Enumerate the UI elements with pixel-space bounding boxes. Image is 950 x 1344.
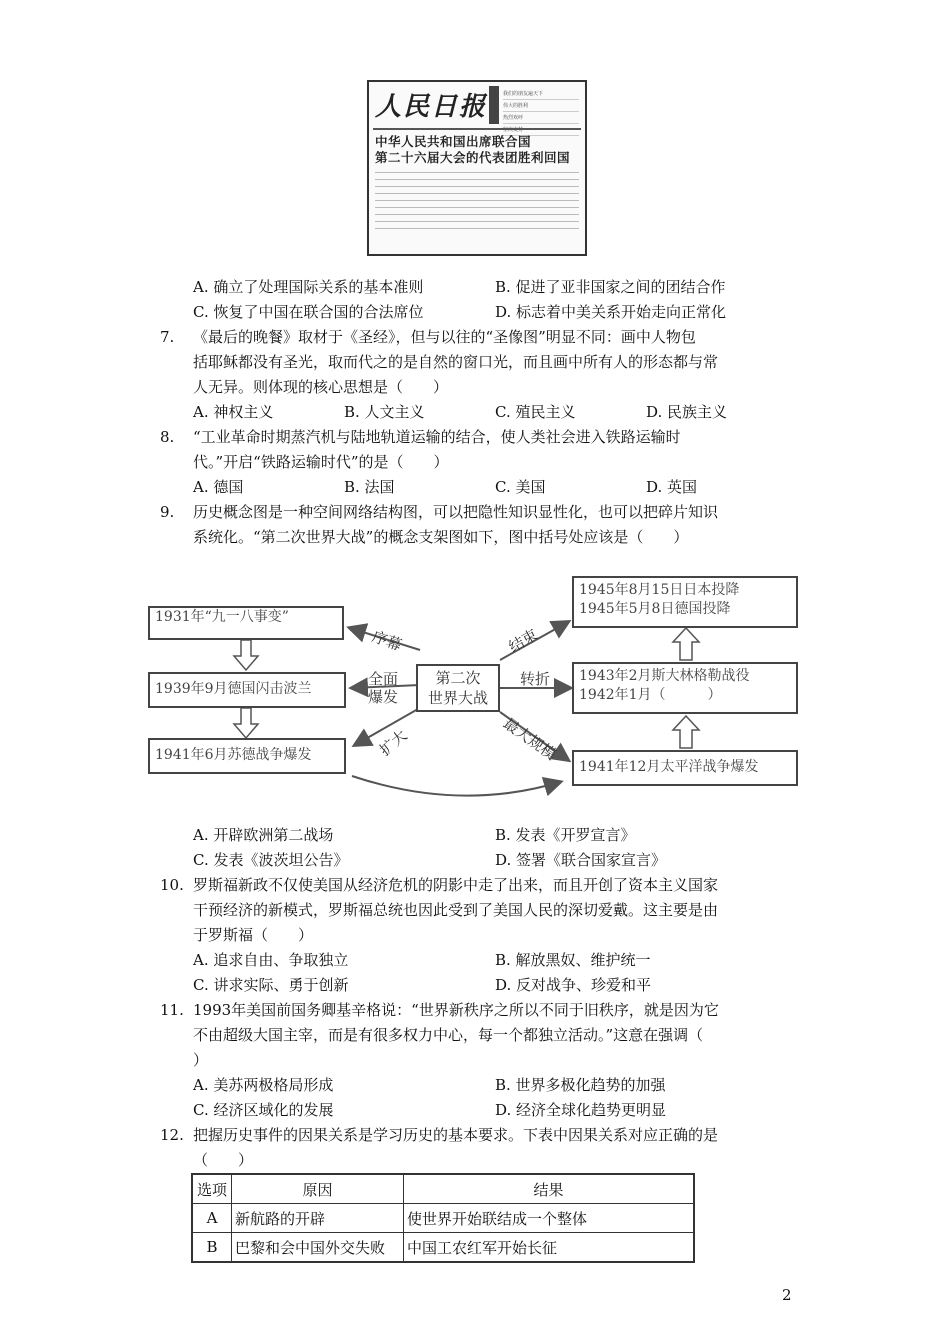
q9-text-line: 历史概念图是一种空间网络结构图，可以把隐性知识显性化，也可以把碎片知识 [193, 503, 719, 521]
diagram-label-expand: 扩大 [376, 726, 411, 760]
q9-option-a: A. 开辟欧洲第二战场 [193, 826, 334, 844]
q11-option-d: D. 经济全球化趋势更明显 [495, 1101, 667, 1119]
q7-option-a: A. 神权主义 [193, 403, 274, 421]
q11-text-line: ） [193, 1051, 209, 1069]
q8-option-b: B. 法国 [344, 478, 395, 496]
diagram-label-max-scale: 最大规模 [499, 714, 560, 764]
diagram-box-line: 1943年2月斯大林格勒战役 [579, 668, 750, 684]
diagram-box-1931: 1931年“九一八事变” [148, 606, 344, 640]
q7-option-b: B. 人文主义 [344, 403, 425, 421]
q6-option-c: C. 恢复了中国在联合国的合法席位 [193, 303, 424, 321]
diagram-box-line: 1945年5月8日德国投降 [579, 600, 731, 617]
diagram-label-line: 爆发 [368, 688, 399, 706]
q11-text-line: 不由超级大国主宰，而是有很多权力中心，每一个都独立活动。”这意在强调（ [193, 1026, 704, 1044]
diagram-box-1939: 1939年9月德国闪击波兰 [148, 672, 346, 708]
table-row [192, 1204, 694, 1233]
cause-effect-table [191, 1173, 695, 1263]
diagram-label-prelude: 序幕 [369, 627, 405, 655]
q9-text-line: 系统化。“第二次世界大战”的概念支架图如下，图中括号处应该是（ ） [193, 528, 689, 546]
q10-text-line: 罗斯福新政不仅使美国从经济危机的阴影中走了出来，而且开创了资本主义国家 [193, 876, 719, 894]
q11-option-a: A. 美苏两极格局形成 [193, 1076, 334, 1094]
q8-text-line: “工业革命时期蒸汽机与陆地轨道运输的结合，使人类社会进入铁路运输时 [193, 428, 681, 446]
newspaper-headline-line: 中华人民共和国出席联合国 [375, 134, 532, 149]
diagram-center-line: 世界大战 [427, 689, 488, 708]
q9-number: 9. [160, 503, 175, 521]
diagram-box-1941-dec: 1941年12月太平洋战争爆发 [572, 750, 798, 786]
diagram-label-line: 全面 [368, 670, 399, 688]
diagram-center-box [416, 664, 500, 712]
q10-option-a: A. 追求自由、争取独立 [193, 951, 349, 969]
q10-text-line: 干预经济的新模式，罗斯福总统也因此受到了美国人民的深切爱戴。这主要是由 [193, 901, 719, 919]
q10-option-d: D. 反对战争、珍爱和平 [495, 976, 652, 994]
q11-option-c: C. 经济区域化的发展 [193, 1101, 334, 1119]
table-cell: 中国工农红军开始长征 [404, 1233, 695, 1263]
diagram-box-line: 1945年8月15日日本投降 [579, 582, 740, 598]
q6-option-b: B. 促进了亚非国家之间的团结合作 [495, 278, 726, 296]
q11-text-line: 1993年美国前国务卿基辛格说：“世界新秩序之所以不同于旧秩序，就是因为它 [193, 1001, 719, 1019]
q11-number: 11. [160, 1001, 184, 1019]
q7-option-d: D. 民族主义 [646, 403, 728, 421]
table-cell: B [192, 1233, 232, 1263]
q10-text-line: 于罗斯福（ ） [193, 926, 314, 944]
diagram-center-line: 第二次 [435, 669, 481, 687]
newspaper-side-item: 我们的朋友遍天下 [503, 88, 579, 100]
newspaper-side-item: 热烈欢呼 [503, 112, 579, 124]
q12-number: 12. [160, 1126, 184, 1144]
q9-option-c: C. 发表《波茨坦公告》 [193, 851, 349, 869]
q7-text-line: 《最后的晚餐》取材于《圣经》，但与以往的“圣像图”明显不同：画中人物包 [193, 328, 696, 346]
newspaper-masthead: 人民日报 [375, 92, 488, 122]
q9-option-d: D. 签署《联合国家宣言》 [495, 851, 667, 869]
q6-option-a: A. 确立了处理国际关系的基本准则 [193, 278, 424, 296]
q12-text-line: （ ） [193, 1151, 254, 1169]
q8-option-d: D. 英国 [646, 478, 698, 496]
table-header-cell: 选项 [192, 1174, 232, 1204]
q7-text-line: 括耶稣都没有圣光，取而代之的是自然的窗口光，而且画中所有人的形态都与常 [193, 353, 719, 371]
diagram-label-end: 结束 [505, 625, 541, 657]
diagram-box-1943-1942 [572, 662, 798, 714]
q6-option-d: D. 标志着中美关系开始走向正常化 [495, 303, 727, 321]
table-header-cell: 原因 [232, 1174, 404, 1204]
q12-text-line: 把握历史事件的因果关系是学习历史的基本要求。下表中因果关系对应正确的是 [193, 1126, 719, 1144]
newspaper-side-item: 伟大的胜利 [503, 100, 579, 112]
q10-option-c: C. 讲求实际、勇于创新 [193, 976, 349, 994]
q7-option-c: C. 殖民主义 [495, 403, 576, 421]
table-cell: 巴黎和会中国外交失败 [232, 1233, 404, 1263]
table-row [192, 1233, 694, 1263]
table-cell: 新航路的开辟 [232, 1204, 404, 1233]
q8-text-line: 代。”开启“铁路运输时代”的是（ ） [193, 453, 449, 471]
newspaper-headline-line: 第二十六届大会的代表团胜利回国 [375, 150, 571, 165]
diagram-label-full-outbreak [368, 670, 398, 706]
q7-text-line: 人无异。则体现的核心思想是（ ） [193, 378, 449, 396]
newspaper-side-item: 坚决支持 [503, 124, 579, 136]
table-header-row [192, 1174, 694, 1204]
q10-number: 10. [160, 876, 184, 894]
q8-option-c: C. 美国 [495, 478, 546, 496]
table-cell: 使世界开始联结成一个整体 [404, 1204, 695, 1233]
q7-number: 7. [160, 328, 175, 346]
diagram-box-1941-june: 1941年6月苏德战争爆发 [148, 738, 346, 774]
q11-option-b: B. 世界多极化趋势的加强 [495, 1076, 666, 1094]
q8-number: 8. [160, 428, 175, 446]
diagram-box-1945 [572, 576, 798, 628]
diagram-label-turn: 转折 [520, 670, 551, 688]
q8-option-a: A. 德国 [193, 478, 244, 496]
table-cell: A [192, 1204, 232, 1233]
q9-option-b: B. 发表《开罗宣言》 [495, 826, 636, 844]
page-number: 2 [782, 1286, 792, 1304]
q10-option-b: B. 解放黑奴、维护统一 [495, 951, 651, 969]
table-header-cell: 结果 [404, 1174, 695, 1204]
diagram-box-line: 1942年1月（ ） [579, 686, 722, 703]
